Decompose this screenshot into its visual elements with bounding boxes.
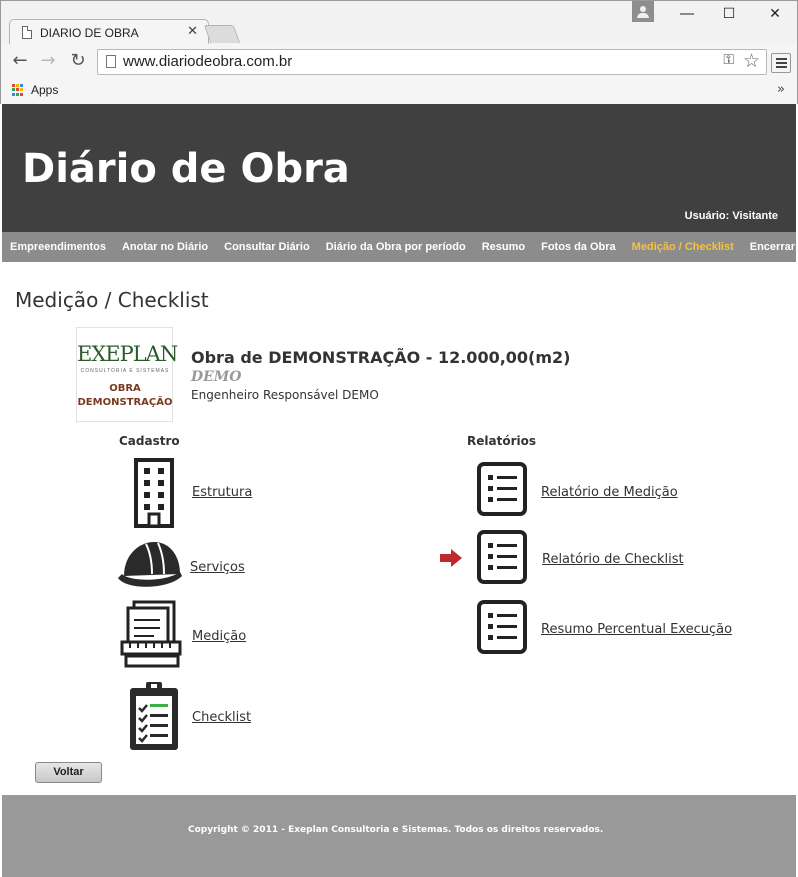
tab-close-icon[interactable]: ✕ — [187, 24, 198, 39]
page-icon — [22, 26, 32, 39]
site-footer — [2, 795, 796, 877]
web-page — [2, 104, 796, 877]
address-bar[interactable] — [97, 49, 767, 75]
logo-tagline: CONSULTORIA E SISTEMAS — [80, 368, 170, 374]
link-medicao[interactable]: Medição — [192, 629, 247, 644]
user-label: Usuário: Visitante — [684, 210, 778, 222]
link-estrutura[interactable]: Estrutura — [192, 485, 253, 500]
relatorios-heading: Relatórios — [467, 434, 536, 448]
nav-item-fotos-da-obra[interactable]: Fotos da Obra — [541, 241, 616, 253]
cadastro-heading: Cadastro — [119, 434, 180, 448]
logo-line-2: DEMONSTRAÇÃO — [77, 397, 173, 408]
close-window-button[interactable]: ✕ — [769, 6, 781, 22]
new-tab-button[interactable] — [204, 25, 241, 43]
logo-project-name — [77, 382, 173, 410]
site-title: Diário de Obra — [22, 146, 350, 192]
report-list-icon[interactable] — [476, 461, 528, 517]
link-resumo-percentual[interactable]: Resumo Percentual Execução — [541, 622, 733, 637]
link-relatorio-medicao[interactable]: Relatório de Medição — [541, 485, 678, 500]
project-code: DEMO — [191, 369, 242, 385]
url-text[interactable]: www.diariodeobra.com.br — [123, 53, 293, 70]
nav-item-consultar-diario[interactable]: Consultar Diário — [224, 241, 310, 253]
profile-icon[interactable] — [632, 1, 654, 22]
link-checklist[interactable]: Checklist — [192, 710, 252, 725]
browser-menu-button[interactable] — [771, 53, 791, 73]
clipboard-checklist-icon[interactable] — [126, 680, 182, 754]
chevron-double-right-icon[interactable]: » — [777, 82, 785, 97]
apps-grid-icon[interactable] — [12, 84, 24, 96]
pointer-arrow-icon — [439, 548, 463, 568]
project-logo — [76, 327, 178, 422]
project-title: Obra de DEMONSTRAÇÃO - 12.000,00(m2) — [191, 348, 571, 367]
nav-item-diario-da-obra-por-periodo[interactable]: Diário da Obra por período — [325, 241, 466, 253]
link-servicos[interactable]: Serviços — [190, 560, 245, 575]
browser-toolbar — [0, 44, 798, 80]
logo-line-1: OBRA — [109, 383, 141, 394]
logo-brand: EXEPLAN — [77, 342, 178, 366]
bookmarks-bar — [0, 80, 798, 104]
maximize-button[interactable]: ☐ — [722, 6, 736, 22]
tab-title: DIARIO DE OBRA — [40, 26, 139, 40]
blueprint-ruler-icon[interactable] — [120, 598, 184, 670]
nav-item-medicao-checklist[interactable]: Medição / Checklist — [631, 241, 734, 253]
main-nav — [2, 232, 796, 262]
star-icon[interactable]: ☆ — [742, 50, 760, 72]
link-relatorio-checklist[interactable]: Relatório de Checklist — [542, 552, 684, 567]
apps-bookmark[interactable]: Apps — [31, 83, 59, 97]
key-icon[interactable]: ⚿ — [723, 52, 734, 68]
reload-icon[interactable]: ↻ — [70, 50, 86, 71]
nav-item-anotar-no-diario[interactable]: Anotar no Diário — [121, 241, 209, 253]
page-icon — [106, 55, 116, 68]
minimize-button[interactable]: ― — [680, 6, 694, 22]
nav-item-resumo[interactable]: Resumo — [481, 241, 526, 253]
nav-item-empreendimentos[interactable]: Empreendimentos — [10, 241, 106, 253]
hardhat-icon[interactable] — [116, 536, 184, 592]
site-header — [2, 104, 796, 232]
browser-titlebar — [0, 0, 798, 44]
copyright-text: Copyright © 2011 - Exeplan Consultoria e Sistemas. Todos os direitos reservados. — [188, 825, 604, 835]
report-list-icon[interactable] — [476, 529, 528, 585]
back-arrow-icon[interactable]: ← — [12, 50, 28, 71]
project-engineer: Engenheiro Responsável DEMO — [191, 388, 379, 402]
forward-arrow-icon[interactable]: → — [40, 50, 56, 71]
page-title: Medição / Checklist — [15, 288, 209, 312]
nav-item-encerrar[interactable]: Encerrar — [749, 241, 796, 253]
building-icon[interactable] — [132, 458, 176, 530]
voltar-button[interactable]: Voltar — [35, 762, 102, 783]
browser-tab[interactable] — [9, 19, 209, 46]
report-list-icon[interactable] — [476, 599, 528, 655]
